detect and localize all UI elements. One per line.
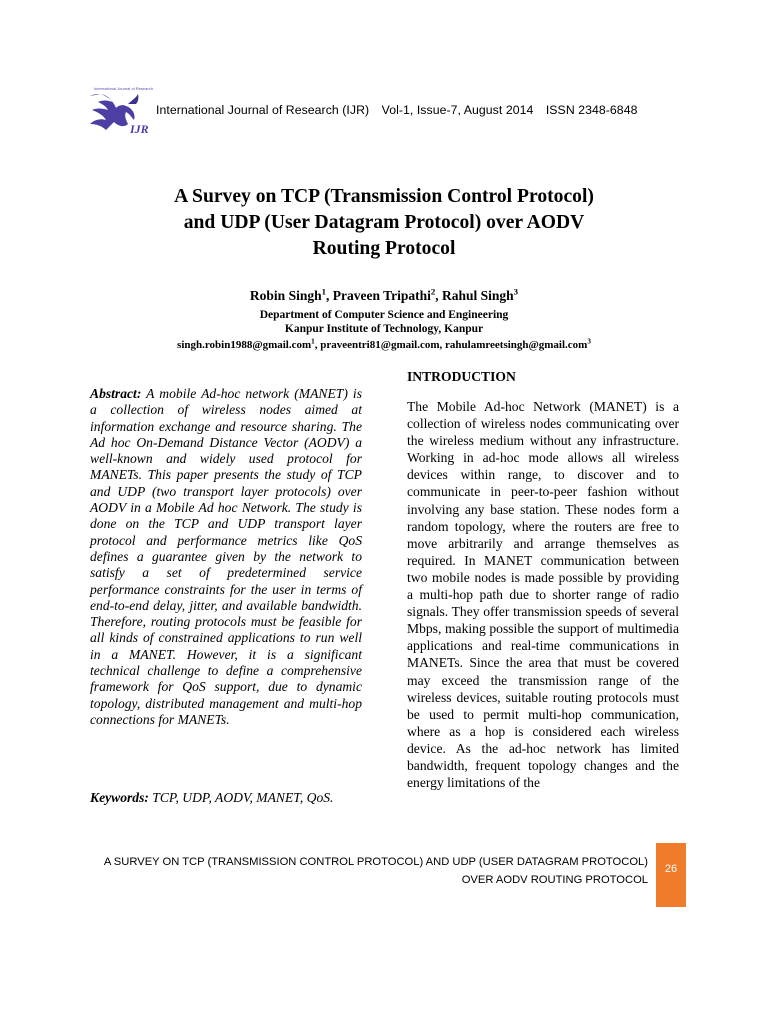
title-line: and UDP (User Datagram Protocol) over AODV <box>183 212 585 233</box>
journal-header <box>156 103 637 117</box>
author-name: Robin Singh <box>249 288 322 303</box>
volume-issue: Vol-1, Issue-7, August 2014 <box>381 103 534 117</box>
department: Department of Computer Science and Engineering <box>259 309 509 321</box>
abstract <box>90 386 362 728</box>
abstract-label: Abstract: <box>90 386 142 401</box>
page-number-badge <box>656 843 686 907</box>
keywords-text: TCP, UDP, AODV, MANET, QoS. <box>148 790 334 805</box>
author-index: 1 <box>321 286 326 297</box>
journal-logo <box>84 84 153 142</box>
running-footer <box>78 853 648 889</box>
introduction-heading: INTRODUCTION <box>407 369 516 384</box>
title-line: Routing Protocol <box>312 238 456 259</box>
email-link[interactable]: , praveentri81@gmail.com, rahulamreetsingh@gmail.com <box>314 339 588 351</box>
keywords <box>90 790 362 806</box>
institute: Kanpur Institute of Technology, Kanpur <box>284 323 484 335</box>
author-name: Rahul Singh <box>442 288 514 303</box>
journal-name: International Journal of Research (IJR) <box>156 103 370 117</box>
title-line: A Survey on TCP (Transmission Control Protocol) <box>174 186 594 207</box>
author-list <box>84 288 684 304</box>
author-index: 3 <box>513 286 519 297</box>
issn: ISSN 2348-6848 <box>545 103 638 117</box>
page-number: 26 <box>664 863 678 875</box>
email-index: 1 <box>311 337 315 346</box>
author-separator: , <box>435 288 442 303</box>
abstract-text: A mobile Ad-hoc network (MANET) is a collection of wireless nodes aimed at information exchange and resource sharing. The Ad hoc On-Demand Distance Vector (AODV) a well-known and widely used protocol for MANETs. This paper presents the study of TCP and UDP (two transport layer protocols) over AODV in a Mobile Ad hoc Network. The study is done on the TCP and UDP transport layer protocol and performance metrics like QoS defines a guarantee given by the network to satisfy a set of predetermined service performance constraints for the user in terms of end-to-end delay, jitter, and available bandwidth. Therefore, routing protocols must be feasible for all kinds of constrained applications to run well in a MANET. However, it is a significant technical challenge to define a comprehensive framework for QoS support, due to dynamic topology, distributed management and multi-hop connections for MANETs. <box>90 386 362 727</box>
logo-caption: International Journal of Research <box>94 86 153 91</box>
keywords-label: Keywords: <box>90 790 149 805</box>
paper-title <box>100 184 668 262</box>
footer-line: A SURVEY ON TCP (TRANSMISSION CONTROL PROTOCOL) AND UDP (USER DATAGRAM PROTOCOL) <box>103 856 648 868</box>
logo-text: IJR <box>130 122 149 136</box>
introduction-text: The Mobile Ad-hoc Network (MANET) is a collection of wireless nodes communicating over the wireless medium without any infrastructure. Working in ad-hoc mode allows all wireless devices within range, to discover and to communicate in peer-to-peer fashion without involving any base station. These nodes form a random topology, where the routers are free to move arbitrarily and arrange themselves as required. In MANET communication between two mobile nodes is made possible by providing a multi-hop path due to shorter range of radio signals. They offer transmission speeds of several Mbps, making possible the support of multimedia applications and real-time communications in MANETs. Since the area that must be covered may exceed the transmission range of the wireless devices, suitable routing protocols must be used to permit multi-hop communication, where as a hop is considered each wireless device. As the ad-hoc network has limited bandwidth, frequent topology changes and the energy limitations of the <box>407 399 679 791</box>
author-name: Praveen Tripathi <box>332 288 431 303</box>
author-index: 2 <box>430 286 436 297</box>
author-emails <box>84 339 684 351</box>
email-index: 3 <box>587 337 591 346</box>
author-separator: , <box>325 288 333 303</box>
email-link[interactable]: singh.robin1988@gmail.com <box>177 339 312 351</box>
footer-line: OVER AODV ROUTING PROTOCOL <box>461 874 648 886</box>
